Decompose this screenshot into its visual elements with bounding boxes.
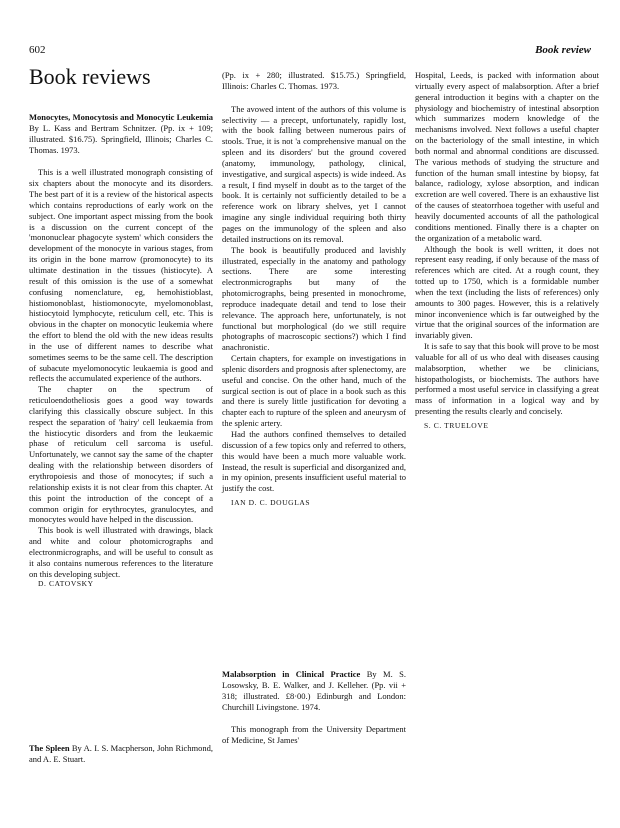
review-2-paragraph-4: Had the authors confined themselves to detailed discussion of a few topics only and referred to others, this would have been a much more valuable work. Instead, the result is superficial and disorganized and, in my opinion, presents insufficient useful material to justify the cost. <box>222 429 406 494</box>
column-3 <box>415 70 599 432</box>
review-2-heading <box>29 743 213 765</box>
review-2-paragraph-1: The avowed intent of the authors of this volume is selectivity — a precept, unfortunately, rapidly lost, with the book falling between numerous pairs of stools. True, it is not 'a comprehensive manual on the spleen and its disorders' but the ground covered (anatomy, immunology, pathology, clinical, investigative, and surgical aspects) is wide indeed. As a result, I find myself in doubt as to the target of the book. It is certainly not sufficiently detailed to be a reference work on library shelves, yet I cannot imagine any single individual requiring both thirty pages on the immunology of the spleen and also detailed instructions on its removal. <box>222 103 406 244</box>
review-3-paragraph-1-start: This monograph from the University Department of Medicine, St James' <box>222 724 406 746</box>
running-head: Book review <box>535 44 591 56</box>
review-3-block <box>222 669 406 746</box>
review-1-reviewer: D. CATOVSKY <box>38 579 94 589</box>
review-2-heading-block <box>29 743 213 765</box>
review-1-bibliography: By L. Kass and Bertram Schnitzer. (Pp. ix + 109; illustrated. $16.75). Springfield, Illinois; Charles C. Thomas. 1973. <box>29 122 213 155</box>
column-2 <box>222 70 406 509</box>
review-1-title: Monocytes, Monocytosis and Monocytic Leukemia <box>29 112 213 122</box>
review-3-paragraph-2: Although the book is well written, it does not represent easy reading, if only because of the mass of references which are cited. At a rough count, they totted up to 1750, which is a formidable number when the text (including the lists of references) only amounts to 300 pages. However, this is a relatively minor inconvenience which is far outweighed by the virtue that the original sources of the information are invariably given. <box>415 243 599 341</box>
review-2-paragraph-2: The book is beautifully produced and lavishly illustrated, especially in the anatomy and pathology sections. There are some interesting electronmicrographs but many of the photomicrographs, being presented in monochrome, reproduce inadequate detail and tend to lose their relevance. The approach here, unfortunately, is not functional but morphological (do we still require photographs of macroscopic sections?) which I find anachronistic. <box>222 244 406 353</box>
column-1 <box>29 112 213 590</box>
review-3-title: Malabsorption in Clinical Practice <box>222 669 361 679</box>
review-1-paragraph-3: This book is well illustrated with drawings, black and white and colour photomicrographs and electronmicrographs, and will be useful to consult as it also contains numerous references to the literature on this developing subject. <box>29 525 213 579</box>
review-3-paragraph-1-end: Hospital, Leeds, is packed with information about virtually every aspect of malabsorption. After a brief general introduction it begins with a chapter on the physiology and biochemistry of intestinal absorption which summarizes modern knowledge of the mechanisms involved. Next follows a useful chapter on the bacteriology of the small intestine, in which both normal and abnormal conditions are discussed. The various methods of studying the structure and function of the human small intestine by biopsy, fat balance, radiology, xylose absorption, and indican excretion are well covered. There is an exhaustive list of the causes of steatorrhoea together with useful and heavily documented accounts of all the pathological conditions mentioned. Finally there is a chapter on the organization of a metabolic ward. <box>415 70 599 243</box>
review-3-bibliography: By M. S. Losowsky, B. E. Walker, and J. Kelleher. (Pp. vii + 318; illustrated. £8·00.) Edinburgh and London: Churchill Livingstone. 1974. <box>222 669 406 712</box>
review-1-paragraph-2: The chapter on the spectrum of reticuloendotheliosis goes a good way towards clarifying this classically obscure subject. In this respect the separation of 'hairy' cell leukaemia from the histiocytic disorders and from the leukaemic phase of reticulum cell sarcoma is useful. Unfortunately, we cannot say the same of the chapter dealing with the relationship between disorders of erythropoiesis and those of monocytes; if such a relationship exists it is not clear from this chapter. At this point the introduction of the concept of a common origin for erythrocytes, granulocytes, and monocytes would have helped in the discussion. <box>29 384 213 525</box>
review-2-paragraph-3: Certain chapters, for example on investigations in splenic disorders and prognosis after splenectomy, are useful and concise. On the other hand, much of the surgical section is out of place in a book such as this and there is surely little justification for devoting a chapter each to rupture of the spleen and aneurysm of the splenic artery. <box>222 353 406 429</box>
review-2-bibliography-end: (Pp. ix + 280; illustrated. $15.75.) Springfield, Illinois: Charles C. Thomas. 1973. <box>222 70 406 91</box>
review-1-paragraph-1: This is a well illustrated monograph consisting of six chapters about the monocyte and its disorders. The best part of it is a review of the historical aspects which contains reproductions of early work on the subject. One important aspect missing from the book is a discussion on the current concept of the 'mononuclear phagocyte system' which considers the development of the monocyte in various stages, from its origin in the bone marrow (promonocyte) to its ultimate destination in the tissues (histiocyte). A result of this omission is the use of a somewhat confusing nomenclature, eg, hemohistioblast, histiomonoblast, histiomonocyte, myelomonoblast, histiocytoid lymphocyte, reticulum cell, etc. This is obvious in the chapter on monocytic leukemia where the effort to blend the old with the new ideas results in the use of different names to describe what sometimes seems to be the same cell. The description of subacute myelomonocytic leukaemia is good and reflects the accumulated experience of the authors. <box>29 167 213 384</box>
review-2-reviewer: IAN D. C. DOUGLAS <box>231 498 311 508</box>
section-title: Book reviews <box>29 64 151 89</box>
review-3-paragraph-3: It is safe to say that this book will prove to be most valuable for all of us who deal with diseases causing malabsorption, whether we be clinicians, histopathologists, or biochemists. The authors have performed a most useful service in classifying a great mass of information in a logical way and by presenting the results clearly and concisely. <box>415 341 599 417</box>
review-2-title: The Spleen <box>29 743 70 753</box>
page-number: 602 <box>29 44 46 56</box>
review-1-heading <box>29 112 213 155</box>
review-3-reviewer: S. C. TRUELOVE <box>424 421 489 430</box>
review-2-bibliography-start: By A. I. S. Macpherson, John Richmond, and A. E. Stuart. <box>29 743 214 764</box>
review-3-heading <box>222 669 406 712</box>
